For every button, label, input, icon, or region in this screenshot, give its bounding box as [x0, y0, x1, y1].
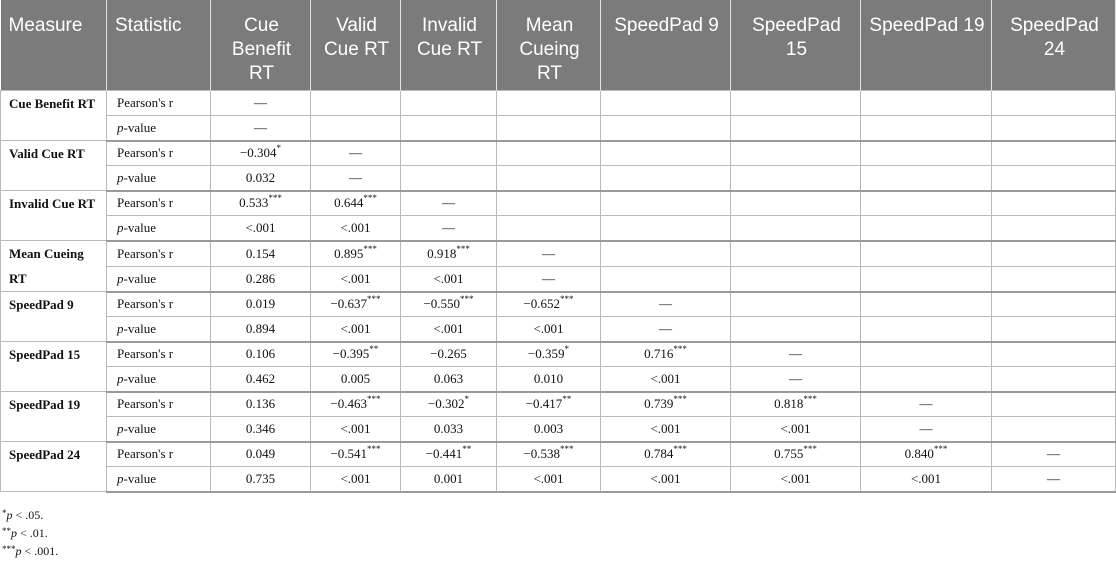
footnote-text: < .01.: [17, 526, 48, 540]
cell-value: −0.637: [330, 296, 368, 312]
statistic-label: [107, 216, 211, 241]
statistic-label: [107, 116, 211, 141]
cell-value: 0.019: [245, 296, 276, 312]
correlation-cell: [731, 342, 861, 367]
p-value-cell: 0.286: [211, 266, 311, 292]
footnote-p: p: [15, 544, 22, 558]
correlation-cell: [992, 91, 1116, 116]
correlation-cell: [311, 91, 401, 116]
statistic-label: [107, 166, 211, 191]
cell-value: −0.395: [332, 346, 370, 362]
statistic-label: Pearson's r: [107, 141, 211, 166]
correlation-cell: [401, 442, 497, 467]
p-suffix: -value: [123, 219, 156, 235]
statistic-label: [107, 367, 211, 392]
correlation-cell: [601, 191, 731, 216]
significance-stars: ***: [933, 444, 948, 455]
header-col: Valid Cue RT: [311, 0, 401, 91]
p-value-cell: <.001: [731, 467, 861, 492]
p-value-cell: [731, 216, 861, 241]
correlation-cell: [497, 191, 601, 216]
footnote: [2, 524, 58, 542]
p-value-cell: <.001: [311, 216, 401, 241]
cell-value: −0.550: [423, 296, 461, 312]
cell-value: 0.644: [334, 195, 364, 211]
significance-stars: ***: [456, 243, 470, 254]
correlation-cell: [497, 141, 601, 166]
footnote-p: p: [6, 508, 13, 522]
p-value-cell: [861, 116, 992, 141]
significance-stars: **: [462, 444, 472, 455]
cell-value: 0.895: [334, 245, 364, 261]
statistic-label: [107, 266, 211, 292]
table-row: [1, 141, 1116, 166]
statistic-label: [107, 317, 211, 342]
p-value-cell: [861, 317, 992, 342]
cell-value: −0.538: [523, 446, 561, 462]
p-value-cell: [861, 266, 992, 292]
p-value-cell: —: [861, 417, 992, 442]
correlation-cell: [311, 342, 401, 367]
header-col: SpeedPad 19: [861, 0, 992, 91]
correlation-cell: [601, 241, 731, 267]
significance-stars: ***: [560, 444, 574, 455]
p-symbol: p: [117, 119, 124, 135]
p-value-cell: [497, 216, 601, 241]
cell-value: 0.918: [427, 245, 457, 261]
significance-stars: ***: [673, 444, 687, 455]
correlation-cell: [601, 342, 731, 367]
significance-stars: **: [562, 394, 572, 405]
header-col: Cue Benefit RT: [211, 0, 311, 91]
cell-value: −0.302: [427, 396, 465, 412]
p-value-cell: 0.894: [211, 317, 311, 342]
header-col: SpeedPad 24: [992, 0, 1116, 91]
p-value-cell: <.001: [401, 317, 497, 342]
p-value-cell: <.001: [211, 216, 311, 241]
cell-value: —: [919, 396, 933, 412]
correlation-cell: [731, 91, 861, 116]
correlation-cell: [601, 292, 731, 317]
correlation-cell: [731, 392, 861, 417]
footnote: [2, 506, 58, 524]
p-value-cell: <.001: [311, 417, 401, 442]
correlation-cell: [497, 342, 601, 367]
table-row: [1, 317, 1116, 342]
p-value-cell: <.001: [861, 467, 992, 492]
significance-stars: ***: [363, 243, 377, 254]
correlation-cell: [311, 392, 401, 417]
p-value-cell: <.001: [401, 266, 497, 292]
correlation-cell: [861, 292, 992, 317]
table-row: [1, 342, 1116, 367]
correlation-cell: [401, 292, 497, 317]
correlation-cell: [731, 442, 861, 467]
p-value-cell: <.001: [601, 367, 731, 392]
cell-value: 0.716: [644, 346, 674, 362]
significance-stars: ***: [367, 294, 381, 305]
p-value-cell: [992, 166, 1116, 191]
statistic-label: Pearson's r: [107, 91, 211, 116]
p-value-cell: [497, 116, 601, 141]
p-value-cell: [992, 317, 1116, 342]
statistic-label: Pearson's r: [107, 292, 211, 317]
p-value-cell: <.001: [601, 467, 731, 492]
table-row: [1, 116, 1116, 141]
correlation-cell: [497, 442, 601, 467]
correlation-cell: [211, 241, 311, 267]
measure-label: SpeedPad 15: [1, 342, 107, 392]
statistic-label: [107, 467, 211, 492]
p-value-cell: 0.033: [401, 417, 497, 442]
correlation-cell: [497, 292, 601, 317]
p-value-cell: 0.462: [211, 367, 311, 392]
table-row: [1, 392, 1116, 417]
p-value-cell: [311, 116, 401, 141]
cell-value: −0.265: [430, 346, 467, 362]
correlation-cell: [211, 392, 311, 417]
correlation-cell: [861, 141, 992, 166]
header-col: Invalid Cue RT: [401, 0, 497, 91]
cell-value: 0.136: [245, 396, 276, 412]
p-value-cell: <.001: [311, 266, 401, 292]
p-symbol: p: [117, 219, 124, 235]
cell-value: —: [349, 145, 362, 161]
correlation-cell: [731, 191, 861, 216]
correlation-cell: [731, 292, 861, 317]
correlation-cell: [311, 191, 401, 216]
p-value-cell: [401, 166, 497, 191]
correlation-cell: [992, 342, 1116, 367]
cell-value: 0.106: [245, 346, 276, 362]
p-value-cell: —: [497, 266, 601, 292]
significance-stars: ***: [367, 394, 381, 405]
table-row: [1, 417, 1116, 442]
significance-stars: ***: [367, 444, 381, 455]
significance-stars: ***: [460, 294, 474, 305]
correlation-cell: [497, 91, 601, 116]
correlation-cell: [992, 191, 1116, 216]
cell-value: −0.417: [525, 396, 563, 412]
cell-value: —: [789, 346, 802, 362]
significance-stars: ***: [268, 193, 282, 204]
p-value-cell: [731, 166, 861, 191]
footnote: [2, 542, 58, 560]
table-row: [1, 367, 1116, 392]
statistic-label: Pearson's r: [107, 241, 211, 267]
correlation-cell: [731, 141, 861, 166]
statistic-label: [107, 417, 211, 442]
correlation-cell: [401, 241, 497, 267]
correlation-cell: [992, 442, 1116, 467]
correlation-cell: [861, 342, 992, 367]
p-value-cell: <.001: [497, 467, 601, 492]
cell-value: —: [442, 195, 455, 211]
table-row: [1, 191, 1116, 216]
statistic-label: Pearson's r: [107, 392, 211, 417]
cell-value: —: [542, 245, 555, 261]
cell-value: 0.818: [774, 396, 804, 412]
header-statistic: Statistic: [107, 0, 211, 91]
p-suffix: -value: [123, 420, 156, 436]
correlation-cell: [861, 392, 992, 417]
p-symbol: p: [117, 370, 124, 386]
table-row: [1, 166, 1116, 191]
significance-stars: ***: [803, 394, 817, 405]
p-value-cell: [401, 116, 497, 141]
p-value-cell: —: [311, 166, 401, 191]
correlation-cell: [401, 342, 497, 367]
correlation-cell: [861, 191, 992, 216]
correlation-cell: [992, 292, 1116, 317]
cell-value: −0.652: [523, 296, 561, 312]
measure-label: Valid Cue RT: [1, 141, 107, 191]
significance-stars: **: [369, 344, 379, 355]
p-value-cell: <.001: [601, 417, 731, 442]
correlation-cell: [992, 241, 1116, 267]
significance-stars: ***: [560, 294, 574, 305]
measure-label: SpeedPad 24: [1, 442, 107, 492]
table-row: [1, 91, 1116, 116]
correlation-cell: [211, 141, 311, 166]
correlation-cell: [601, 442, 731, 467]
p-value-cell: [992, 266, 1116, 292]
cell-value: −0.359: [527, 346, 565, 362]
header-col: SpeedPad 15: [731, 0, 861, 91]
correlation-cell: [861, 241, 992, 267]
correlation-cell: [601, 91, 731, 116]
p-value-cell: 0.001: [401, 467, 497, 492]
footnote-stars: ***: [2, 544, 16, 554]
cell-value: −0.304: [239, 145, 277, 161]
cell-value: 0.755: [774, 446, 804, 462]
table-row: [1, 442, 1116, 467]
cell-value: 0.533: [239, 195, 269, 211]
p-value-cell: <.001: [311, 467, 401, 492]
cell-value: —: [1047, 446, 1060, 462]
p-value-cell: [601, 216, 731, 241]
correlation-cell: [731, 241, 861, 267]
significance-stars: *: [276, 143, 282, 154]
significance-stars: ***: [363, 193, 377, 204]
correlation-cell: [601, 392, 731, 417]
cell-value: 0.154: [245, 245, 276, 261]
p-symbol: p: [117, 169, 124, 185]
correlation-cell: [211, 442, 311, 467]
correlation-cell: [861, 442, 992, 467]
p-symbol: p: [117, 320, 124, 336]
cell-value: 0.049: [245, 446, 276, 462]
statistic-label: Pearson's r: [107, 342, 211, 367]
p-value-cell: 0.005: [311, 367, 401, 392]
correlation-cell: [601, 141, 731, 166]
correlation-cell: [311, 442, 401, 467]
significance-stars: ***: [803, 444, 817, 455]
p-value-cell: —: [992, 467, 1116, 492]
table-row: [1, 467, 1116, 492]
table-body: [1, 91, 1116, 492]
correlation-cell: [401, 392, 497, 417]
p-suffix: -value: [123, 119, 156, 135]
p-suffix: -value: [123, 470, 156, 486]
p-suffix: -value: [123, 370, 156, 386]
header-col: SpeedPad 9: [601, 0, 731, 91]
p-value-cell: —: [211, 116, 311, 141]
correlation-cell: [992, 141, 1116, 166]
p-value-cell: [497, 166, 601, 191]
p-suffix: -value: [123, 320, 156, 336]
table-row: [1, 241, 1116, 267]
p-value-cell: —: [731, 367, 861, 392]
table-row: [1, 266, 1116, 292]
cell-value: 0.784: [644, 446, 674, 462]
p-value-cell: <.001: [497, 317, 601, 342]
p-value-cell: [861, 367, 992, 392]
cell-value: −0.463: [330, 396, 368, 412]
cell-value: —: [254, 95, 267, 110]
statistic-label: Pearson's r: [107, 191, 211, 216]
p-value-cell: [601, 166, 731, 191]
p-value-cell: 0.063: [401, 367, 497, 392]
cell-value: —: [659, 296, 672, 312]
p-value-cell: 0.346: [211, 417, 311, 442]
p-value-cell: [861, 216, 992, 241]
p-value-cell: —: [401, 216, 497, 241]
correlation-cell: [401, 91, 497, 116]
significance-stars: *: [564, 344, 570, 355]
significance-stars: *: [464, 394, 470, 405]
p-value-cell: 0.032: [211, 166, 311, 191]
p-value-cell: [731, 317, 861, 342]
header-measure: Measure: [1, 0, 107, 91]
correlation-cell: [311, 241, 401, 267]
cell-value: −0.441: [425, 446, 463, 462]
correlation-cell: [401, 141, 497, 166]
p-value-cell: [992, 417, 1116, 442]
correlation-cell: [401, 191, 497, 216]
correlation-cell: [497, 241, 601, 267]
p-value-cell: —: [601, 317, 731, 342]
significance-stars: ***: [673, 394, 687, 405]
p-value-cell: [731, 116, 861, 141]
cell-value: 0.840: [904, 446, 934, 462]
p-symbol: p: [117, 270, 124, 286]
p-value-cell: 0.735: [211, 467, 311, 492]
footnote-p: p: [11, 526, 17, 540]
p-value-cell: [992, 367, 1116, 392]
p-value-cell: [992, 216, 1116, 241]
p-value-cell: <.001: [731, 417, 861, 442]
table-row: [1, 292, 1116, 317]
correlation-cell: [992, 392, 1116, 417]
footnote-text: < .05.: [12, 508, 44, 522]
significance-stars: ***: [673, 344, 687, 355]
header-col: Mean Cueing RT: [497, 0, 601, 91]
footnote-stars: *: [2, 508, 7, 518]
table-row: [1, 216, 1116, 241]
correlation-cell: [211, 342, 311, 367]
correlation-cell: [497, 392, 601, 417]
p-suffix: -value: [123, 270, 156, 286]
correlation-cell: [211, 91, 311, 116]
p-value-cell: [992, 116, 1116, 141]
p-value-cell: 0.010: [497, 367, 601, 392]
p-value-cell: [601, 266, 731, 292]
table-footnotes: [2, 506, 58, 560]
correlation-cell: [211, 292, 311, 317]
p-value-cell: [601, 116, 731, 141]
correlation-cell: [211, 191, 311, 216]
statistic-label: Pearson's r: [107, 442, 211, 467]
cell-value: −0.541: [330, 446, 368, 462]
p-value-cell: <.001: [311, 317, 401, 342]
p-value-cell: [861, 166, 992, 191]
measure-label: Mean Cueing RT: [1, 241, 107, 292]
p-symbol: p: [117, 420, 124, 436]
correlation-cell: [861, 91, 992, 116]
p-symbol: p: [117, 470, 124, 486]
measure-label: Cue Benefit RT: [1, 91, 107, 141]
correlation-cell: [311, 292, 401, 317]
p-value-cell: 0.003: [497, 417, 601, 442]
cell-value: 0.739: [644, 396, 674, 412]
measure-label: SpeedPad 9: [1, 292, 107, 342]
correlation-cell: [311, 141, 401, 166]
footnote-text: < .001.: [21, 544, 59, 558]
footnote-stars: **: [2, 526, 11, 536]
p-suffix: -value: [123, 169, 156, 185]
header-row: [1, 0, 1116, 91]
measure-label: SpeedPad 19: [1, 392, 107, 442]
measure-label: Invalid Cue RT: [1, 191, 107, 241]
p-value-cell: [731, 266, 861, 292]
